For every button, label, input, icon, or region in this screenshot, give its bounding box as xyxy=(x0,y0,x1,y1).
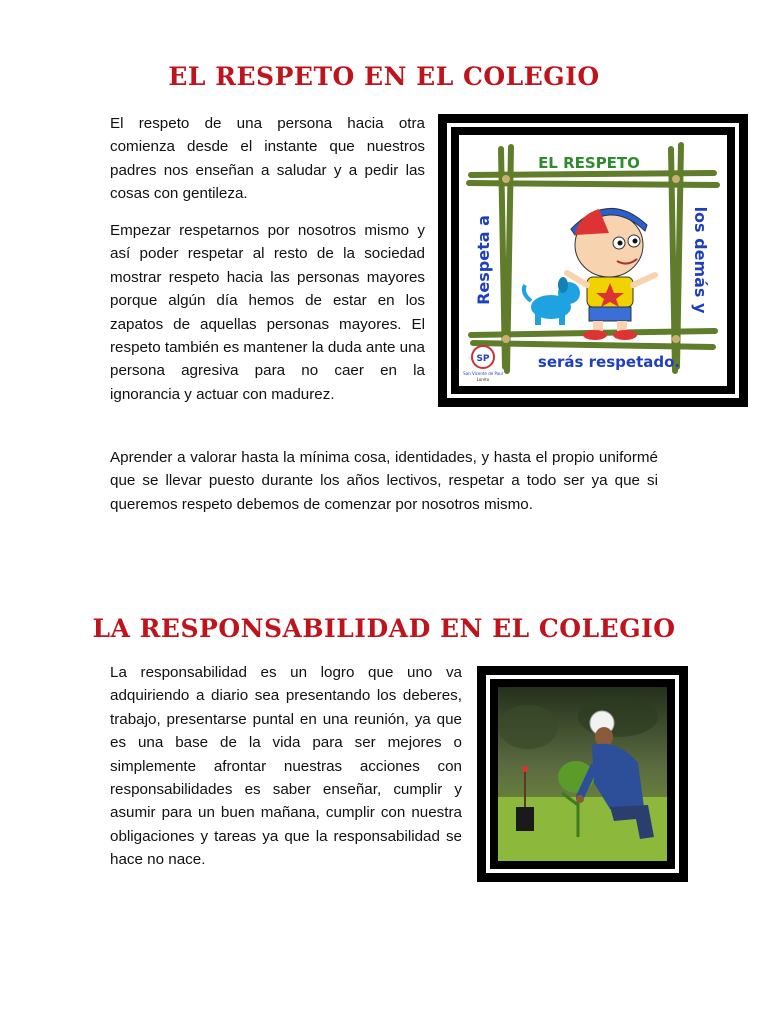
responsibility-photo-frame xyxy=(477,666,688,882)
poster-right-text: los demás y xyxy=(691,206,710,314)
cartoon-boy-illustration xyxy=(567,208,655,340)
section1-paragraph-2: Empezar respetarnos por nosotros mismo y así poder respetar al resto de la sociedad mostrar respeto hacia las personas mayores porque algún día hemos de estar en los zapatos de aquellas personas mayores. El respeto también es mantener la duda ante una persona agresiva para no caer en la ignorancia y actuar con madurez. xyxy=(110,222,425,403)
section2-title: LA RESPONSABILIDAD EN EL COLEGIO xyxy=(92,614,676,643)
poster-bottom-text: serás respetado. xyxy=(537,353,681,371)
svg-text:SP: SP xyxy=(476,354,490,364)
section2-paragraph: La responsabilidad es un logro que uno va adquiriendo a diario sea presentando los deberes, trabajo, presentarse puntal en una reunión, ya que es una base de la vida para ser mejores o simplemente afrontar nuestras acciones con responsabilidades es saber enseñar, cumplir y asumir para un buen mañana, cumplir con nuestra obligaciones y tareas ya que la responsabilidad se hace no nace. xyxy=(110,664,462,869)
planting-tree-photo xyxy=(498,687,667,861)
section1-title: EL RESPETO EN EL COLEGIO xyxy=(168,62,600,91)
respect-poster-frame xyxy=(438,114,748,407)
school-logo xyxy=(463,346,503,382)
svg-text:Loreto: Loreto xyxy=(476,377,490,382)
section1-paragraph-3: Aprender a valorar hasta la mínima cosa, identidades, y hasta el propio uniformé que se llevar puesto durante los años lectivos, respetar a todo ser ya que si queremos respeto debemos de comenzar por nosotros mismo. xyxy=(110,449,658,513)
poster-top-text: EL RESPETO xyxy=(538,154,640,172)
svg-text:San Vicente de Paul: San Vicente de Paul xyxy=(463,371,503,376)
poster-left-text: Respeta a xyxy=(474,215,493,305)
section1-paragraph-1: El respeto de una persona hacia otra comienza desde el instante que nuestros padres nos enseñan a saludar y a pedir las cosas con gentileza. xyxy=(110,115,425,203)
cartoon-dog-illustration xyxy=(524,277,580,325)
respect-poster-image xyxy=(459,135,727,386)
